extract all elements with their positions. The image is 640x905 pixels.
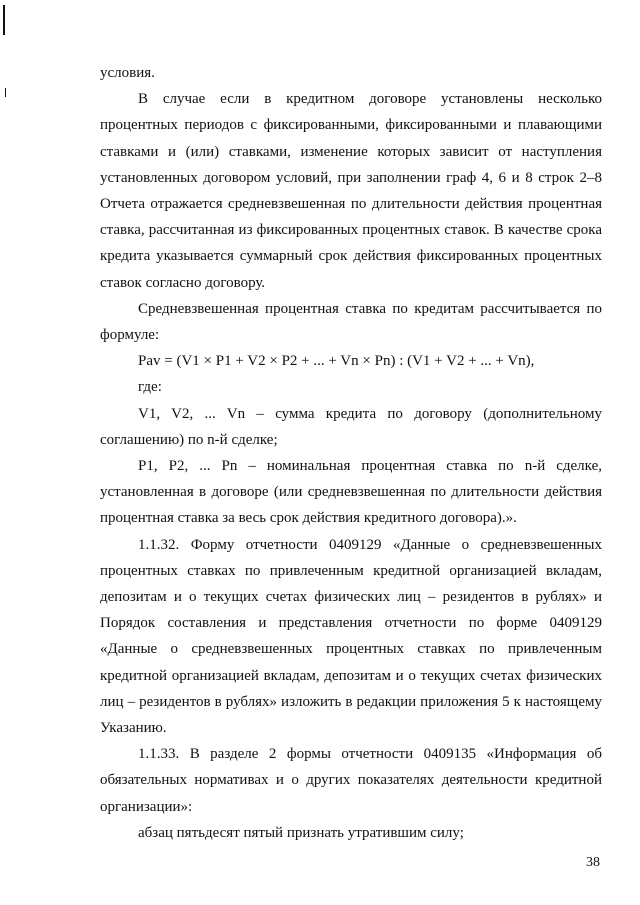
- document-body: [100, 60, 602, 846]
- paragraph-abzac: абзац пятьдесят пятый признать утратившим силу;: [138, 824, 464, 841]
- paragraph-1-1-33: 1.1.33. В разделе 2 формы отчетности 0409135 «Информация об обязательных нормативах и о других показателях деятельности кредитной организации»:: [100, 746, 602, 815]
- paragraph-p-definition: P1, P2, ... Pn – номинальная процентная ставка по n-й сделке, установленная в договоре (или средневзвешенная по длительности действия процентная ставка за весь срок действия кредитного договора).».: [100, 458, 602, 527]
- paragraph-fixed-rates: В случае если в кредитном договоре установлены несколько процентных периодов с фиксированными, фиксированными и плавающими ставками и (или) ставками, изменение которых зависит от наступления установленных договором условий, при заполнении граф 4, 6 и 8 строк 2–8 Отчета отражается средневзвешенная по длительности действия процентная ставка, рассчитанная из фиксированных процентных ставок. В качестве срока кредита указывается суммарный срок действия фиксированных процентных ставок согласно договору.: [100, 91, 602, 291]
- formula: Pav = (V1 × P1 + V2 × P2 + ... + Vn × Pn) : (V1 + V2 + ... + Vn),: [138, 353, 535, 370]
- formula-where: где:: [138, 379, 162, 396]
- paragraph-1-1-32: 1.1.32. Форму отчетности 0409129 «Данные о средневзвешенных процентных ставках по привлеченным кредитной организацией вкладам, депозитам и о текущих счетах физических лиц – резидентов в рублях» и Порядок составления и представления отчетности по форме 0409129 «Данные о средневзвешенных процентных ставках по привлеченным кредитной организацией вкладам, депозитам и о текущих счетах физических лиц – резидентов в рублях» изложить в редакции приложения 5 к настоящему Указанию.: [100, 536, 602, 737]
- paragraph-v-definition: V1, V2, ... Vn – сумма кредита по договору (дополнительному соглашению) по n-й сделке;: [100, 405, 602, 448]
- page-number: 38: [586, 855, 600, 870]
- paragraph-continuation: условия.: [100, 65, 155, 81]
- scan-edge-mark: [3, 5, 5, 35]
- scan-edge-mark: [5, 88, 6, 97]
- paragraph-formula-intro: Средневзвешенная процентная ставка по кредитам рассчитывается по формуле:: [100, 300, 602, 344]
